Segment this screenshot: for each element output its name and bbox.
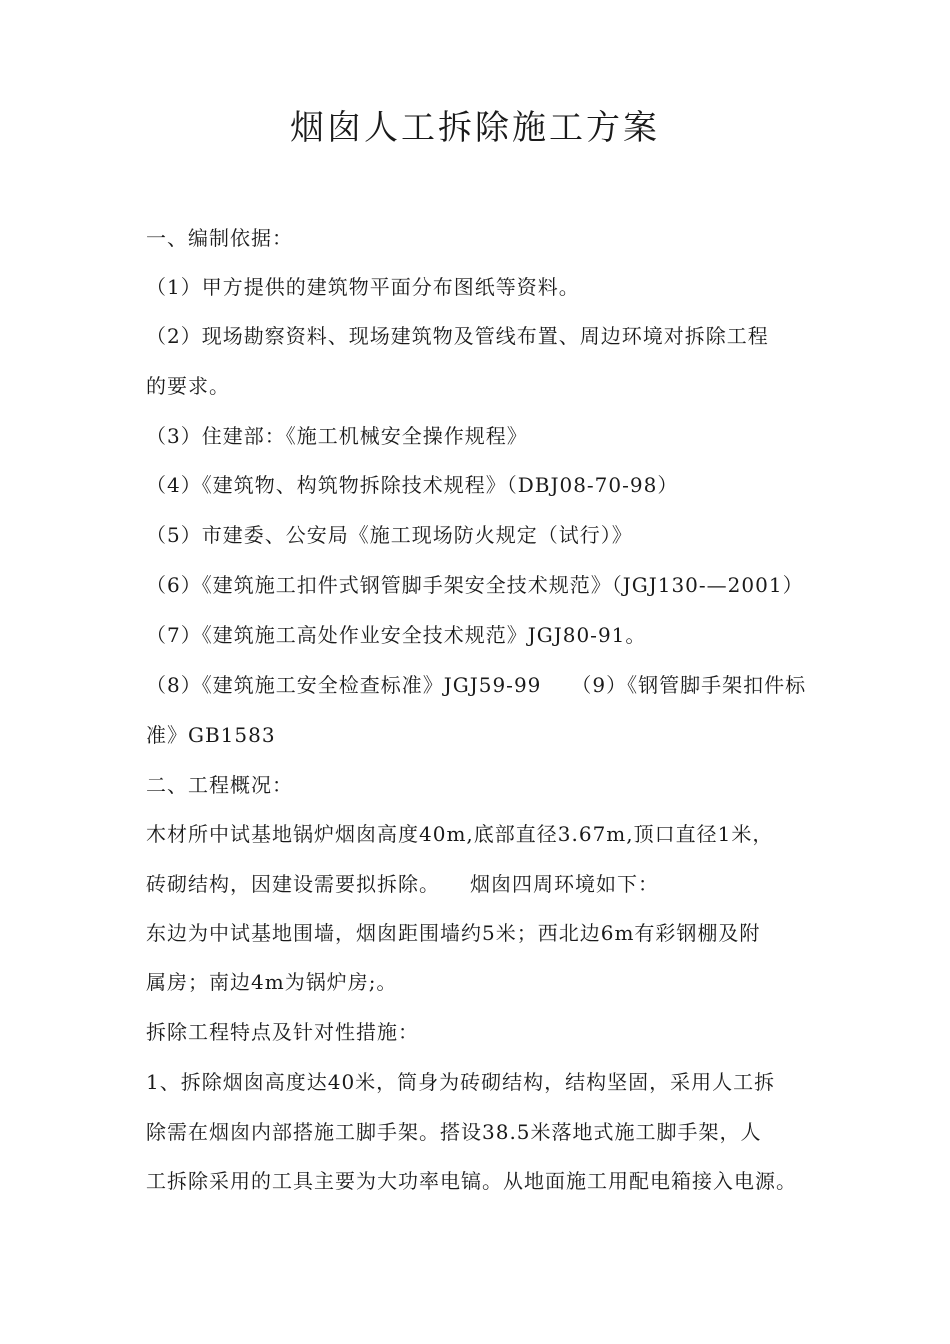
section2-heading: 二、工程概况： [146, 773, 293, 797]
overview-line-2-left: 砖砌结构，因建设需要拟拆除。 [146, 872, 440, 896]
basis-item-5: （5）市建委、公安局《施工现场防火规定（试行）》 [146, 523, 633, 547]
basis-item-2-line1: （2）现场勘察资料、现场建筑物及管线布置、周边环境对拆除工程 [146, 324, 769, 348]
basis-item-9: （9）《钢管脚手架扣件标 [571, 673, 807, 697]
basis-item-8: （8）《建筑施工安全检查标准》JGJ59-99 [146, 673, 542, 697]
features-heading: 拆除工程特点及针对性措施： [146, 1020, 419, 1044]
overview-line-1: 木材所中试基地锅炉烟囱高度40m,底部直径3.67m,顶口直径1米， [146, 822, 774, 846]
overview-line-3: 东边为中试基地围墙，烟囱距围墙约5米；西北边6m有彩钢棚及附 [146, 921, 761, 945]
section1-heading: 一、编制依据： [146, 226, 293, 250]
basis-item-7: （7）《建筑施工高处作业安全技术规范》JGJ80-91。 [146, 623, 647, 647]
document-title: 烟囱人工拆除施工方案 [290, 108, 660, 148]
overview-line-4: 属房；南边4m为锅炉房;。 [146, 970, 398, 994]
feature-line-1: 1、拆除烟囱高度达40米，筒身为砖砌结构，结构坚固，采用人工拆 [146, 1070, 776, 1094]
basis-item-9-line2: 准》GB1583 [146, 723, 276, 747]
feature-line-3: 工拆除采用的工具主要为大功率电镐。从地面施工用配电箱接入电源。 [146, 1169, 797, 1193]
overview-line-2 [146, 870, 659, 898]
basis-item-2-line2: 的要求。 [146, 374, 230, 398]
basis-item-1: （1）甲方提供的建筑物平面分布图纸等资料。 [146, 275, 580, 299]
feature-line-2: 除需在烟囱内部搭施工脚手架。搭设38.5米落地式施工脚手架，人 [146, 1120, 762, 1144]
basis-item-3: （3）住建部：《施工机械安全操作规程》 [146, 424, 528, 448]
basis-item-8-line1 [146, 671, 806, 699]
overview-line-2-right: 烟囱四周环境如下： [470, 872, 659, 896]
basis-item-6: （6）《建筑施工扣件式钢管脚手架安全技术规范》（JGJ130-—2001） [146, 573, 804, 597]
basis-item-4: （4）《建筑物、构筑物拆除技术规程》（DBJ08-70-98） [146, 473, 679, 497]
